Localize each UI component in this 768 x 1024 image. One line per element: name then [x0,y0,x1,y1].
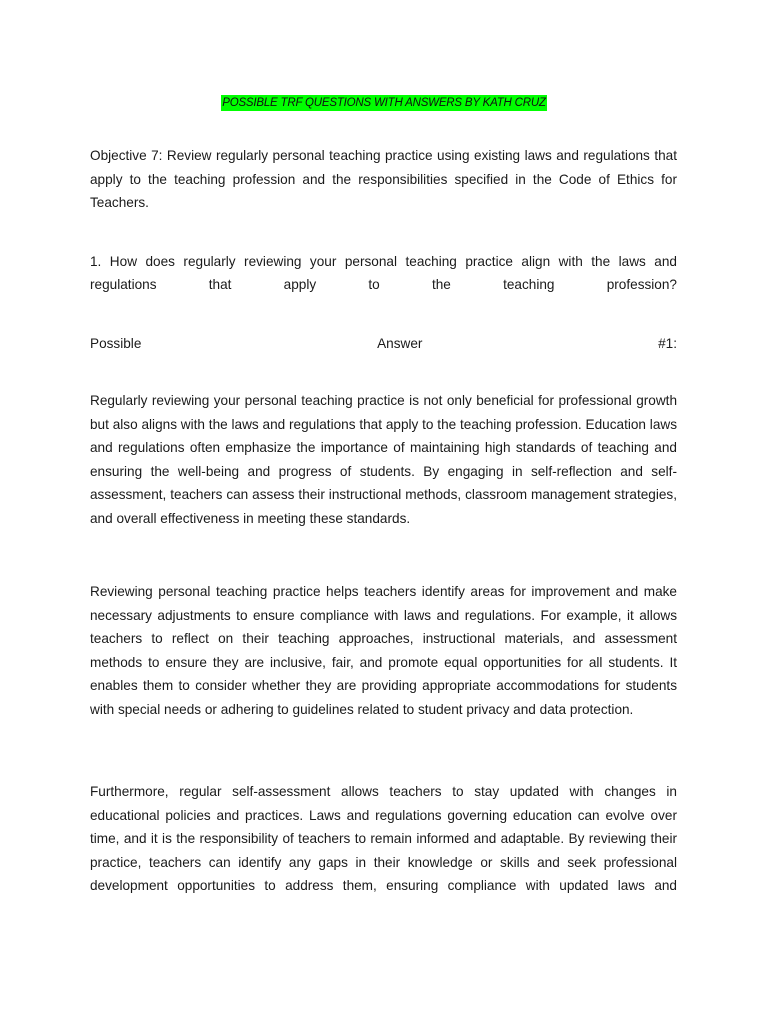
answer-heading [90,332,677,356]
answer-heading-word-3: #1: [658,336,677,351]
answer-paragraph-1: Regularly reviewing your personal teaching practice is not only beneficial for professional growth but also aligns with the laws and regulations that apply to the teaching profession. Education laws and regulations often emphasize the importance of maintaining high standards of teaching and ensuring the well-being and progress of students. By engaging in self-reflection and self-assessment, teachers can assess their instructional methods, classroom management strategies, and overall effectiveness in meeting these standards. [90,393,677,526]
answer-paragraph-2: Reviewing personal teaching practice helps teachers identify areas for improvement and make necessary adjustments to ensure compliance with laws and regulations. For example, it allows teachers to reflect on their teaching approaches, instructional materials, and assessment methods to ensure they are inclusive, fair, and promote equal opportunities for all students. It enables them to consider whether they are providing appropriate accommodations for students with special needs or adhering to guidelines related to student privacy and data protection. [90,584,677,717]
answer-paragraph-3: Furthermore, regular self-assessment allows teachers to stay updated with changes in educational policies and practices. Laws and regulations governing education can evolve over time, and it is the responsibility of teachers to remain informed and adaptable. By reviewing their practice, teachers can identify any gaps in their knowledge or skills and seek professional development opportunities to address them, ensuring compliance with updated laws and [90,784,677,894]
question-line-2: regulations that apply to the teaching profession? [90,277,677,292]
title-container [0,93,768,111]
answer-heading-word-2: Answer [377,336,423,351]
answer-heading-word-1: Possible [90,336,142,351]
document-title: POSSIBLE TRF QUESTIONS WITH ANSWERS BY KATH CRUZ [222,97,546,109]
objective-paragraph: Objective 7: Review regularly personal teaching practice using existing laws and regulations that apply to the teaching profession and the responsibilities specified in the Code of Ethics for Teachers. [90,148,677,211]
question-line-1: 1. How does regularly reviewing your personal teaching practice align with the laws and [90,254,677,269]
